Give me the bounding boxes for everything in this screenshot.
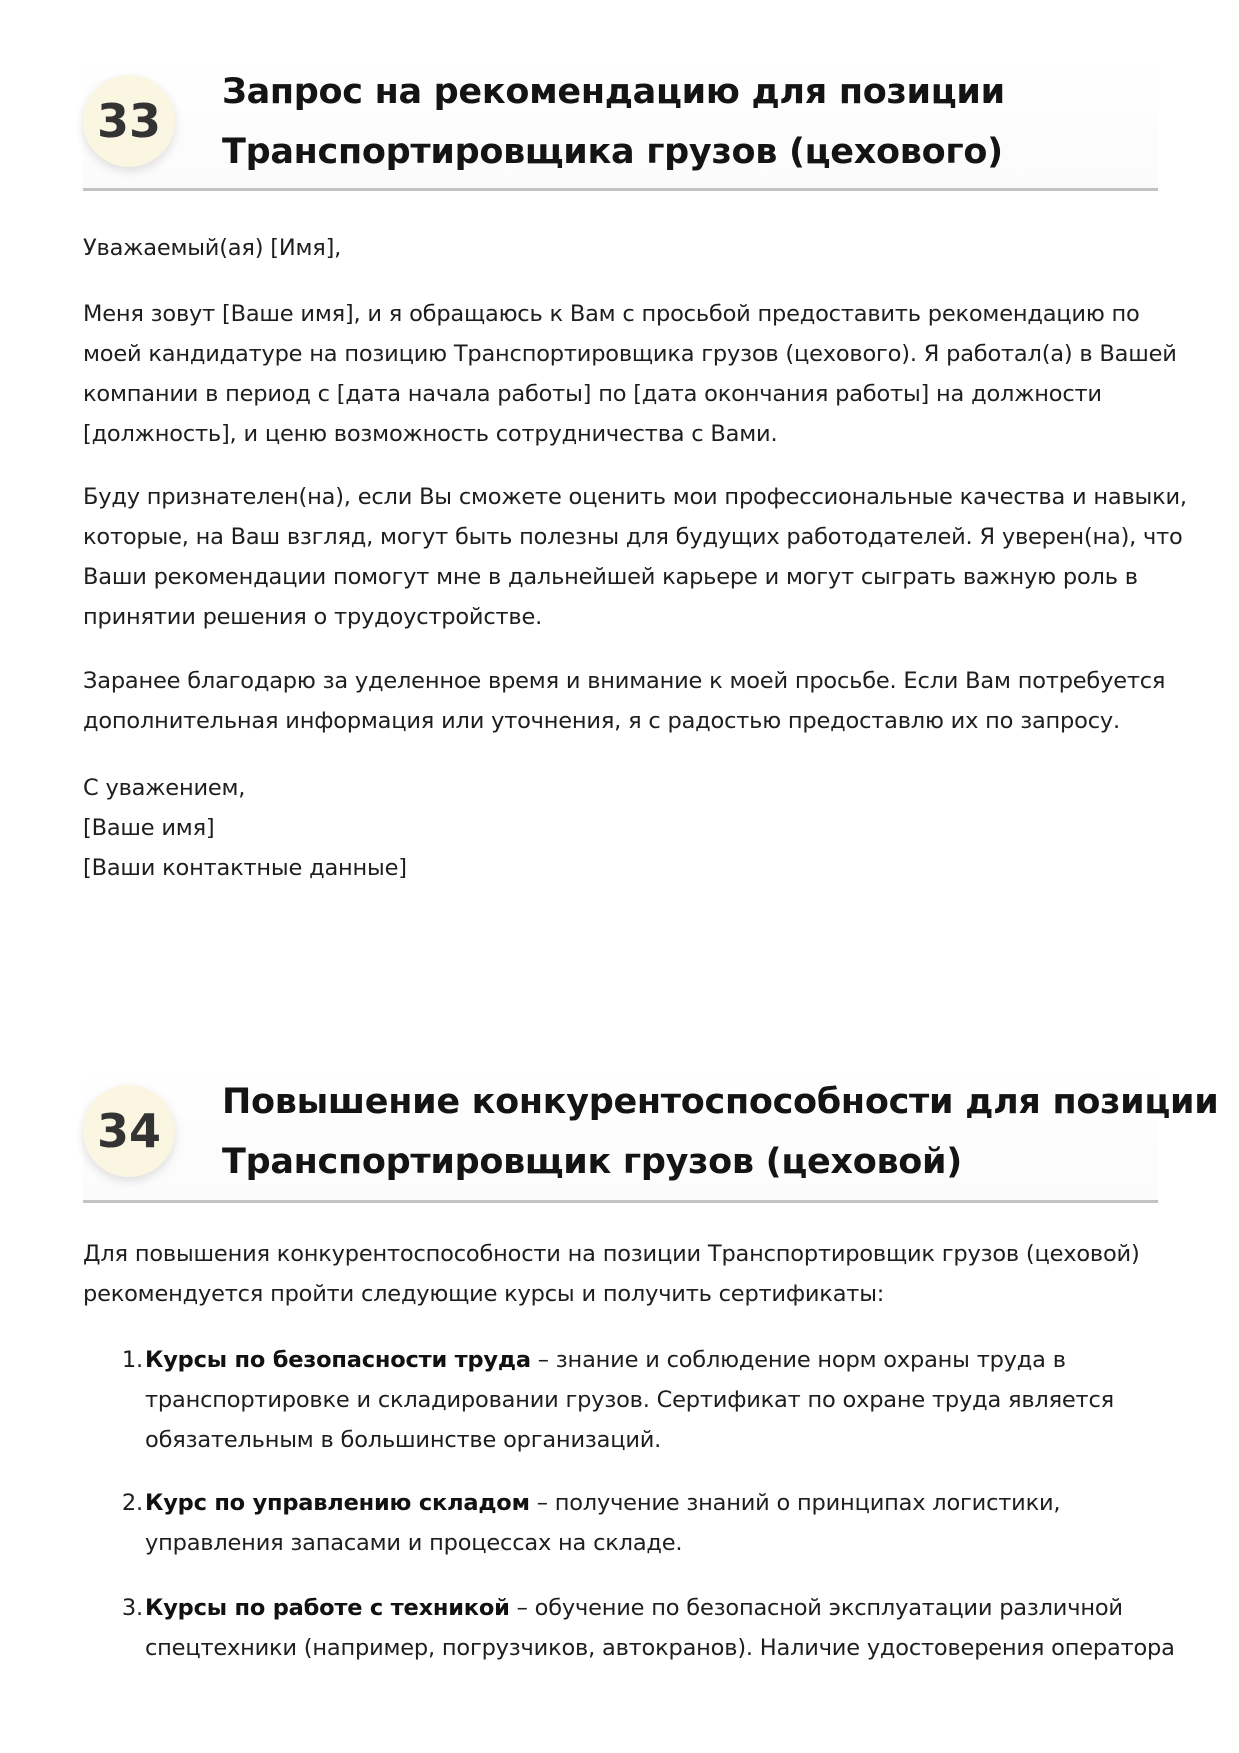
letter-paragraph <box>83 477 1187 637</box>
signature-line: [Ваше имя] <box>83 815 215 841</box>
list-item-rest: – знание и соблюдение норм охраны труда в <box>530 1347 1066 1373</box>
section-header-33 <box>83 58 1158 191</box>
paragraph-line: Для повышения конкурентоспособности на позиции Транспортировщик грузов (цеховой) <box>83 1241 1140 1267</box>
section-number-badge: 33 <box>83 75 175 167</box>
list-item-line: управления запасами и процессах на складе. <box>145 1530 683 1556</box>
list-item-number: 2. <box>121 1490 143 1516</box>
paragraph-line: [должность], и ценю возможность сотрудничества с Вами. <box>83 421 778 447</box>
list-item-number: 3. <box>121 1595 143 1621</box>
section-number-badge: 34 <box>83 1085 175 1177</box>
section-title-line: Запрос на рекомендацию для позиции <box>222 72 1005 112</box>
list-item-rest: – получение знаний о принципах логистики, <box>529 1490 1061 1516</box>
paragraph-line: Заранее благодарю за уделенное время и внимание к моей просьбе. Если Вам потребуется <box>83 668 1166 694</box>
letter-paragraph <box>83 294 1177 454</box>
paragraph-line: компании в период с [дата начала работы] по [дата окончания работы] на должности <box>83 381 1102 407</box>
list-item-body <box>145 1340 1168 1460</box>
list-item-first-line <box>145 1588 1168 1628</box>
signature-line: С уважением, <box>83 775 246 801</box>
paragraph-line: рекомендуется пройти следующие курсы и получить сертификаты: <box>83 1281 885 1307</box>
list-item-bold: Курсы по работе с техникой <box>145 1595 510 1621</box>
list-item-line: транспортировке и складировании грузов. Сертификат по охране труда является <box>145 1387 1114 1413</box>
list-item-bold: Курс по управлению складом <box>145 1490 530 1516</box>
section-title-line: Повышение конкурентоспособности для позиции <box>222 1082 1219 1122</box>
list-item-rest: – обучение по безопасной эксплуатации различной <box>509 1595 1123 1621</box>
list-item-body <box>145 1483 1168 1563</box>
section-title <box>222 1072 1219 1192</box>
section-title-line: Транспортировщик грузов (цеховой) <box>222 1142 962 1182</box>
intro-paragraph <box>83 1234 1168 1314</box>
letter-signature <box>83 768 1168 888</box>
signature-line: [Ваши контактные данные] <box>83 855 407 881</box>
section-title-line: Транспортировщика грузов (цехового) <box>222 132 1003 172</box>
list-item-line: спецтехники (например, погрузчиков, автокранов). Наличие удостоверения оператора <box>145 1635 1175 1661</box>
list-item-first-line <box>145 1483 1168 1523</box>
list-item-line: обязательным в большинстве организаций. <box>145 1427 662 1453</box>
section-header-34 <box>83 1066 1219 1203</box>
paragraph-line: Буду признателен(на), если Вы сможете оценить мои профессиональные качества и навыки, <box>83 484 1187 510</box>
paragraph-line: которые, на Ваш взгляд, могут быть полезны для будущих работодателей. Я уверен(на), что <box>83 524 1183 550</box>
letter-paragraph <box>83 661 1168 741</box>
paragraph-line: моей кандидатуре на позицию Транспортировщика грузов (цехового). Я работал(а) в Вашей <box>83 341 1177 367</box>
paragraph-line: принятии решения о трудоустройстве. <box>83 604 543 630</box>
section-title <box>222 62 1158 182</box>
letter-greeting <box>83 228 1168 268</box>
greeting-text: Уважаемый(ая) [Имя], <box>83 235 342 261</box>
paragraph-line: Меня зовут [Ваше имя], и я обращаюсь к Вам с просьбой предоставить рекомендацию по <box>83 301 1140 327</box>
list-item-body <box>145 1588 1175 1668</box>
list-item-first-line <box>145 1340 1168 1380</box>
list-item-number: 1. <box>121 1347 143 1373</box>
paragraph-line: Ваши рекомендации помогут мне в дальнейшей карьере и могут сыграть важную роль в <box>83 564 1138 590</box>
list-item-bold: Курсы по безопасности труда <box>145 1347 531 1373</box>
paragraph-line: дополнительная информация или уточнения, я с радостью предоставлю их по запросу. <box>83 708 1120 734</box>
